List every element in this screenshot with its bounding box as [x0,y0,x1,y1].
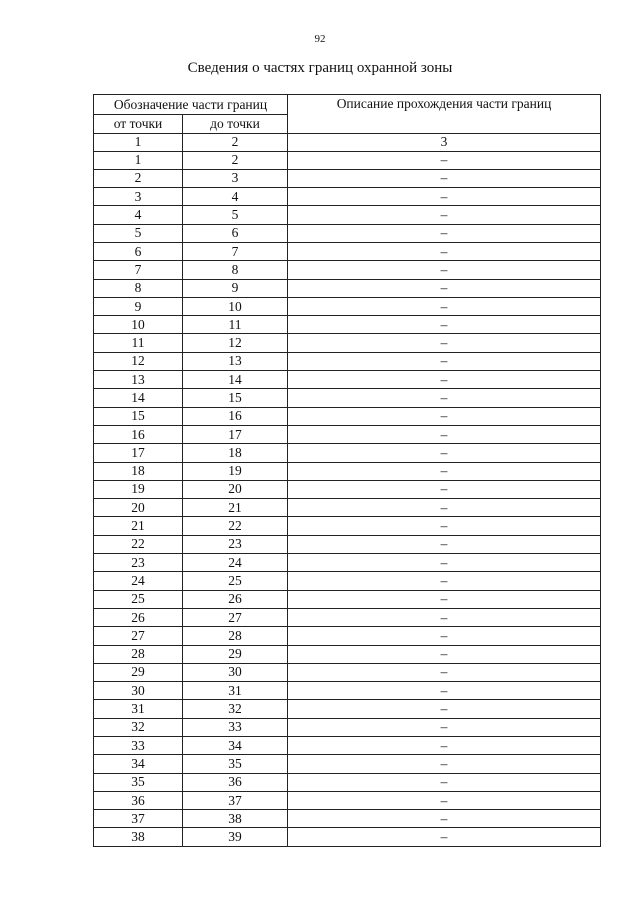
from-point-cell: 15 [94,407,183,425]
table-row [94,224,601,242]
table-row [94,499,601,517]
table-row [94,425,601,443]
from-point-cell: 19 [94,480,183,498]
from-point-cell: 12 [94,352,183,370]
table-row [94,755,601,773]
to-point-cell: 13 [183,352,288,370]
table-row [94,297,601,315]
description-cell: – [288,700,601,718]
from-point-cell: 4 [94,206,183,224]
table-row [94,462,601,480]
table-row [94,169,601,187]
description-cell: – [288,773,601,791]
description-cell: – [288,755,601,773]
description-cell: – [288,297,601,315]
from-point-cell: 9 [94,297,183,315]
from-point-cell: 18 [94,462,183,480]
from-point-cell: 5 [94,224,183,242]
table-row [94,572,601,590]
description-cell: – [288,224,601,242]
from-point-cell: 23 [94,554,183,572]
description-cell: – [288,828,601,846]
description-cell: – [288,718,601,736]
to-point-cell: 28 [183,627,288,645]
from-point-cell: 30 [94,682,183,700]
table-row [94,700,601,718]
description-cell: – [288,810,601,828]
to-point-cell: 25 [183,572,288,590]
to-point-cell: 34 [183,737,288,755]
to-point-cell: 20 [183,480,288,498]
description-cell: – [288,572,601,590]
from-point-cell: 29 [94,663,183,681]
description-cell: – [288,517,601,535]
table-row [94,480,601,498]
table-row [94,371,601,389]
from-point-cell: 25 [94,590,183,608]
table-row [94,407,601,425]
description-cell: – [288,407,601,425]
table-row [94,242,601,260]
description-cell: – [288,188,601,206]
table-row [94,810,601,828]
table-row [94,389,601,407]
from-point-cell: 22 [94,535,183,553]
from-point-cell: 2 [94,169,183,187]
from-point-cell: 8 [94,279,183,297]
column-number-1: 1 [94,134,183,152]
to-point-cell: 4 [183,188,288,206]
table-row [94,261,601,279]
from-point-cell: 32 [94,718,183,736]
description-cell: – [288,462,601,480]
description-cell: – [288,206,601,224]
table-row [94,334,601,352]
to-point-cell: 3 [183,169,288,187]
table-row [94,535,601,553]
to-point-cell: 18 [183,444,288,462]
to-point-cell: 2 [183,151,288,169]
table-body [94,151,601,846]
column-number-3: 3 [288,134,601,152]
from-point-cell: 6 [94,242,183,260]
table-row [94,590,601,608]
from-point-cell: 28 [94,645,183,663]
table-row [94,608,601,626]
to-point-cell: 39 [183,828,288,846]
table-row [94,737,601,755]
to-point-cell: 17 [183,425,288,443]
to-point-cell: 5 [183,206,288,224]
column-number-2: 2 [183,134,288,152]
document-title: Сведения о частях границ охранной зоны [187,60,453,76]
to-point-cell: 33 [183,718,288,736]
from-point-cell: 21 [94,517,183,535]
description-cell: – [288,554,601,572]
description-cell: – [288,791,601,809]
description-cell: – [288,444,601,462]
table-row [94,663,601,681]
description-cell: – [288,627,601,645]
table-row [94,682,601,700]
to-point-cell: 32 [183,700,288,718]
table-row [94,352,601,370]
description-cell: – [288,737,601,755]
from-point-cell: 36 [94,791,183,809]
to-point-cell: 12 [183,334,288,352]
description-cell: – [288,169,601,187]
from-point-cell: 3 [94,188,183,206]
to-point-cell: 16 [183,407,288,425]
to-point-cell: 6 [183,224,288,242]
page-number: 92 [314,33,326,45]
boundary-parts-table [93,94,601,847]
from-point-cell: 31 [94,700,183,718]
description-cell: – [288,480,601,498]
from-point-cell: 24 [94,572,183,590]
description-cell: – [288,371,601,389]
from-point-cell: 14 [94,389,183,407]
description-cell: – [288,242,601,260]
table-row [94,645,601,663]
table-row [94,206,601,224]
to-point-cell: 29 [183,645,288,663]
table-row [94,554,601,572]
header-boundary-designation: Обозначение части границ [94,95,288,115]
description-cell: – [288,334,601,352]
from-point-cell: 37 [94,810,183,828]
to-point-cell: 30 [183,663,288,681]
to-point-cell: 27 [183,608,288,626]
to-point-cell: 24 [183,554,288,572]
header-to-point: до точки [183,115,288,134]
description-cell: – [288,608,601,626]
from-point-cell: 34 [94,755,183,773]
to-point-cell: 23 [183,535,288,553]
from-point-cell: 17 [94,444,183,462]
from-point-cell: 38 [94,828,183,846]
to-point-cell: 26 [183,590,288,608]
from-point-cell: 16 [94,425,183,443]
description-cell: – [288,682,601,700]
description-cell: – [288,316,601,334]
table-row [94,627,601,645]
table-row [94,828,601,846]
table-row [94,444,601,462]
description-cell: – [288,261,601,279]
to-point-cell: 15 [183,389,288,407]
description-cell: – [288,535,601,553]
table-row [94,773,601,791]
table-row [94,718,601,736]
from-point-cell: 26 [94,608,183,626]
table-row [94,791,601,809]
description-cell: – [288,352,601,370]
from-point-cell: 7 [94,261,183,279]
header-description: Описание прохождения части границ [288,95,601,134]
description-cell: – [288,590,601,608]
table-row [94,316,601,334]
to-point-cell: 11 [183,316,288,334]
description-cell: – [288,279,601,297]
from-point-cell: 33 [94,737,183,755]
description-cell: – [288,663,601,681]
to-point-cell: 36 [183,773,288,791]
from-point-cell: 27 [94,627,183,645]
table-row [94,188,601,206]
to-point-cell: 10 [183,297,288,315]
header-from-point: от точки [94,115,183,134]
to-point-cell: 14 [183,371,288,389]
to-point-cell: 35 [183,755,288,773]
from-point-cell: 35 [94,773,183,791]
description-cell: – [288,425,601,443]
description-cell: – [288,645,601,663]
to-point-cell: 8 [183,261,288,279]
from-point-cell: 10 [94,316,183,334]
table-row [94,151,601,169]
from-point-cell: 13 [94,371,183,389]
table-row [94,517,601,535]
to-point-cell: 37 [183,791,288,809]
to-point-cell: 21 [183,499,288,517]
to-point-cell: 22 [183,517,288,535]
description-cell: – [288,389,601,407]
to-point-cell: 7 [183,242,288,260]
to-point-cell: 31 [183,682,288,700]
description-cell: – [288,499,601,517]
to-point-cell: 19 [183,462,288,480]
to-point-cell: 9 [183,279,288,297]
to-point-cell: 38 [183,810,288,828]
description-cell: – [288,151,601,169]
from-point-cell: 20 [94,499,183,517]
from-point-cell: 11 [94,334,183,352]
table-row [94,279,601,297]
from-point-cell: 1 [94,151,183,169]
